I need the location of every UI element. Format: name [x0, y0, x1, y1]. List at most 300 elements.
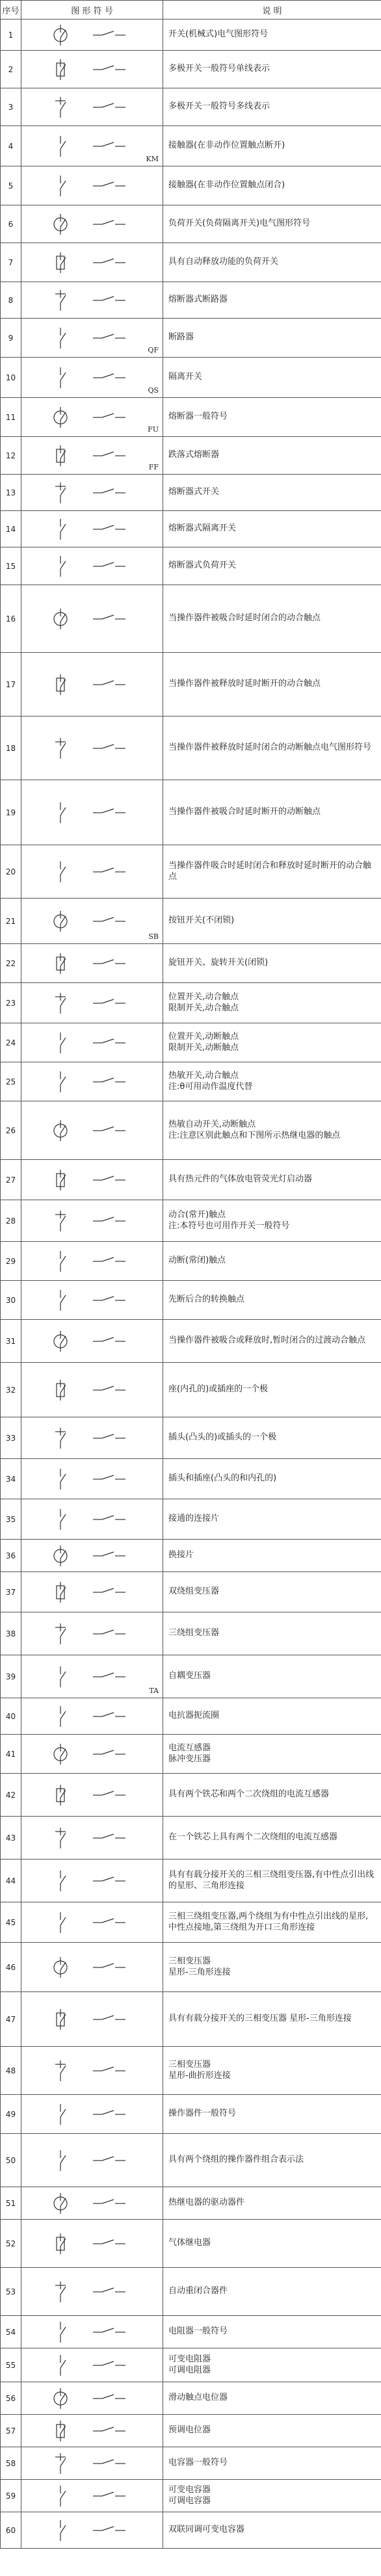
table-row	[1, 653, 381, 716]
row-number: 18	[1, 716, 21, 780]
description-cell	[163, 2512, 381, 2549]
table-row	[1, 1572, 381, 1612]
row-number: 22	[1, 944, 21, 983]
description-line: 当操作器件被吸合时延时闭合的动合触点	[168, 613, 321, 624]
description-line: 座(内孔的)或插座的一个极	[168, 1384, 269, 1395]
symbol-glyph	[55, 2453, 125, 2474]
symbol-drawing	[21, 2220, 163, 2267]
symbol-drawing	[21, 1943, 163, 1991]
symbol-cell	[21, 1200, 163, 1242]
table-row	[1, 319, 381, 358]
symbol-drawing	[21, 945, 163, 982]
symbol-glyph	[54, 2388, 125, 2409]
symbol-cell	[21, 780, 163, 845]
description-cell	[163, 2220, 381, 2268]
description-cell	[163, 1735, 381, 1774]
symbol-cell	[21, 2187, 163, 2220]
row-number: 1	[1, 20, 21, 51]
description-line: 具有两个铁芯和两个二次绕组的电流互感器	[168, 1789, 330, 1800]
description-line: 隔离开关	[168, 372, 203, 382]
symbol-drawing	[21, 2349, 163, 2382]
description-line: 当操作器件被吸合时延时断开的动断触点	[168, 807, 321, 817]
symbol-drawing	[21, 358, 163, 397]
table-row	[1, 1499, 381, 1540]
description-line: 跌落式熔断器	[168, 450, 220, 460]
table-row	[1, 944, 381, 983]
description-line: 双绕组变压器	[168, 1586, 220, 1597]
description-cell	[163, 1062, 381, 1101]
symbol-code-label: QF	[148, 346, 159, 354]
symbol-drawing	[21, 1817, 163, 1859]
symbol-cell	[21, 88, 163, 126]
description-cell	[163, 547, 381, 585]
description-line: 负荷开关(负荷隔离开关)电气图形符号	[168, 218, 311, 229]
symbol-glyph	[60, 2104, 125, 2125]
table-row	[1, 1242, 381, 1281]
symbol-glyph	[54, 1331, 125, 1352]
symbol-drawing	[21, 653, 163, 716]
symbol-drawing	[21, 2188, 163, 2219]
symbol-glyph	[54, 1744, 125, 1765]
description-line: 三相变压器	[168, 1956, 211, 1967]
symbol-glyph	[60, 519, 125, 540]
symbol-cell	[21, 166, 163, 205]
description-line: 熔断器式负荷开关	[168, 560, 237, 571]
symbol-glyph	[57, 2009, 125, 2030]
symbol-cell	[21, 2348, 163, 2382]
row-number: 59	[1, 2480, 21, 2512]
description-cell	[163, 1902, 381, 1943]
table-body	[1, 20, 381, 2549]
symbol-glyph	[60, 1290, 125, 1311]
symbol-drawing	[21, 984, 163, 1023]
symbol-drawing	[21, 20, 163, 50]
row-number: 35	[1, 1499, 21, 1540]
symbol-cell	[21, 983, 163, 1023]
symbol-cell	[21, 398, 163, 437]
description-line: 位置开关,动合触点	[168, 992, 239, 1003]
symbol-glyph	[57, 2233, 125, 2254]
symbol-cell	[21, 547, 163, 585]
symbol-cell	[21, 319, 163, 358]
symbol-glyph	[55, 738, 125, 759]
row-number: 5	[1, 166, 21, 205]
description-line: 星形-曲折形连接	[168, 2070, 231, 2081]
symbol-glyph	[57, 1785, 125, 1806]
description-line: 熔断器一般符号	[168, 412, 228, 422]
description-cell	[163, 2316, 381, 2348]
row-number: 21	[1, 899, 21, 944]
description-line: 位置开关,动断触点	[168, 1032, 239, 1042]
row-number: 51	[1, 2187, 21, 2220]
table-row	[1, 1459, 381, 1499]
description-cell	[163, 51, 381, 88]
symbol-drawing	[21, 283, 163, 318]
description-cell	[163, 2382, 381, 2415]
row-number: 46	[1, 1943, 21, 1992]
table-row	[1, 2447, 381, 2480]
description-cell	[163, 1860, 381, 1902]
symbol-drawing	[21, 399, 163, 436]
symbol-glyph	[60, 802, 125, 823]
symbol-glyph	[55, 1211, 125, 1231]
symbol-cell	[21, 1902, 163, 1943]
row-number: 49	[1, 2095, 21, 2134]
description-cell	[163, 1320, 381, 1363]
symbol-glyph	[60, 1469, 125, 1490]
table-row	[1, 716, 381, 780]
table-row	[1, 1023, 381, 1062]
symbol-cell	[21, 205, 163, 243]
symbol-cell	[21, 1572, 163, 1612]
description-line: 熔断器式断路器	[168, 295, 228, 305]
table-row	[1, 126, 381, 166]
symbol-drawing	[21, 781, 163, 845]
symbol-glyph	[60, 1706, 125, 1727]
symbol-glyph	[55, 993, 125, 1014]
row-number: 8	[1, 282, 21, 319]
table-row	[1, 2220, 381, 2268]
symbol-drawing	[21, 2480, 163, 2512]
symbol-cell	[21, 716, 163, 780]
symbol-cell	[21, 899, 163, 944]
symbol-cell	[21, 1363, 163, 1417]
description-cell	[163, 1363, 381, 1417]
symbol-cell	[21, 2268, 163, 2316]
description-line: 电流互感器	[168, 1743, 211, 1754]
description-cell	[163, 780, 381, 845]
table-row	[1, 358, 381, 398]
symbol-glyph	[54, 1957, 125, 1978]
table-row	[1, 1735, 381, 1774]
symbol-code-label: TA	[149, 1687, 159, 1695]
description-cell	[163, 2268, 381, 2316]
description-cell	[163, 1992, 381, 2047]
description-cell	[163, 282, 381, 319]
row-number: 24	[1, 1023, 21, 1062]
description-line: 自动重闭合器件	[168, 2286, 228, 2296]
description-line: 热敏开关,动合触点	[168, 1071, 239, 1081]
description-line: 插头(凸头的)或插头的一个极	[168, 1432, 277, 1443]
description-cell	[163, 899, 381, 944]
symbol-cell	[21, 1417, 163, 1459]
description-cell	[163, 475, 381, 511]
symbol-drawing	[21, 2047, 163, 2094]
row-number: 11	[1, 398, 21, 437]
description-line: 限制开关,动合触点	[168, 1003, 239, 1013]
description-cell	[163, 2447, 381, 2480]
description-line: 可变电阻器	[168, 2354, 211, 2365]
description-line: 气体继电器	[168, 2238, 211, 2248]
row-number: 34	[1, 1459, 21, 1499]
symbol-drawing	[21, 127, 163, 166]
symbol-glyph	[54, 2193, 125, 2214]
table-row	[1, 2480, 381, 2512]
description-line: 具有有载分接开关的三相变压器 星形-三角形连接	[168, 2014, 352, 2024]
symbol-drawing	[21, 1774, 163, 1816]
table-row	[1, 1655, 381, 1698]
row-number: 56	[1, 2382, 21, 2415]
description-cell	[163, 1101, 381, 1160]
table-row	[1, 1992, 381, 2047]
description-cell	[163, 2348, 381, 2382]
table-row	[1, 88, 381, 126]
description-line: 电阻器一般符号	[168, 2326, 228, 2337]
symbol-glyph	[57, 1170, 125, 1190]
description-cell	[163, 653, 381, 716]
symbol-cell	[21, 2095, 163, 2134]
symbol-glyph	[54, 407, 125, 428]
row-number: 7	[1, 243, 21, 282]
symbol-cell	[21, 1612, 163, 1655]
description-cell	[163, 511, 381, 547]
symbol-cell	[21, 653, 163, 716]
table-row	[1, 983, 381, 1023]
symbol-cell	[21, 1320, 163, 1363]
description-line: 先断后合的转换触点	[168, 1295, 245, 1305]
description-cell	[163, 1943, 381, 1992]
table-row	[1, 475, 381, 511]
table-row	[1, 1902, 381, 1943]
description-line: 熔断器式隔离开关	[168, 523, 237, 534]
symbol-drawing	[21, 2317, 163, 2348]
description-line: 三相变压器	[168, 2060, 211, 2070]
symbol-glyph	[60, 1912, 125, 1933]
symbol-drawing	[21, 1656, 163, 1698]
symbol-drawing	[21, 206, 163, 243]
symbol-drawing	[21, 438, 163, 474]
symbol-glyph	[55, 97, 125, 118]
row-number: 26	[1, 1101, 21, 1160]
description-cell	[163, 716, 381, 780]
description-cell	[163, 1023, 381, 1062]
symbol-cell	[21, 511, 163, 547]
symbol-drawing	[21, 89, 163, 125]
symbol-glyph	[60, 2355, 125, 2376]
row-number: 39	[1, 1655, 21, 1698]
symbol-drawing	[21, 717, 163, 780]
symbol-cell	[21, 2382, 163, 2415]
symbol-drawing	[21, 512, 163, 547]
table-row	[1, 2382, 381, 2415]
symbol-glyph	[60, 136, 125, 157]
symbol-drawing	[21, 1242, 163, 1280]
symbol-drawing	[21, 899, 163, 943]
symbol-cell	[21, 1774, 163, 1817]
description-cell	[163, 126, 381, 166]
symbol-cell	[21, 1062, 163, 1101]
description-cell	[163, 845, 381, 899]
description-line: 热继电器的驱动器件	[168, 2198, 245, 2208]
table-row	[1, 2316, 381, 2348]
row-number: 25	[1, 1062, 21, 1101]
row-number: 58	[1, 2447, 21, 2480]
description-line: 插头和插座(凸头的和内孔的)	[168, 1473, 277, 1484]
symbol-cell	[21, 2220, 163, 2268]
description-cell	[163, 944, 381, 983]
description-line: 旋钮开关、旋转开关(闭锁)	[168, 958, 269, 968]
table-row	[1, 1062, 381, 1101]
table-row	[1, 1160, 381, 1200]
symbol-drawing	[21, 1363, 163, 1417]
symbol-cell	[21, 1735, 163, 1774]
symbol-drawing	[21, 1281, 163, 1319]
description-line: 当操作器件被释放时延时闭合的动断触点电气图形符号	[168, 743, 372, 753]
description-line: 脉冲变压器	[168, 1754, 211, 1764]
symbol-cell	[21, 1023, 163, 1062]
row-number: 27	[1, 1160, 21, 1200]
row-number: 23	[1, 983, 21, 1023]
symbol-drawing	[21, 1860, 163, 1902]
symbol-glyph	[54, 1545, 125, 1566]
table-row	[1, 2348, 381, 2382]
description-cell	[163, 1281, 381, 1320]
description-cell	[163, 2047, 381, 2095]
symbol-cell	[21, 2316, 163, 2348]
symbol-cell	[21, 1281, 163, 1320]
symbol-drawing	[21, 2513, 163, 2548]
symbol-drawing	[21, 2415, 163, 2447]
description-cell	[163, 1417, 381, 1459]
symbol-glyph	[54, 214, 125, 235]
description-line: 注:注意区别此触点和下图所示热继电器的触点	[168, 1130, 341, 1140]
symbol-cell	[21, 282, 163, 319]
description-cell	[163, 1499, 381, 1540]
symbol-cell	[21, 1943, 163, 1992]
symbol-cell	[21, 2480, 163, 2512]
row-number: 28	[1, 1200, 21, 1242]
description-cell	[163, 319, 381, 358]
description-line: 接触器(在非动作位置触点断开)	[168, 140, 285, 151]
symbol-cell	[21, 2415, 163, 2447]
description-cell	[163, 88, 381, 126]
table-row	[1, 1698, 381, 1735]
row-number: 13	[1, 475, 21, 511]
symbol-drawing	[21, 475, 163, 510]
symbol-glyph	[57, 1380, 125, 1400]
symbol-drawing	[21, 1024, 163, 1062]
description-cell	[163, 1459, 381, 1499]
symbol-glyph	[60, 1871, 125, 1891]
description-line: 自耦变压器	[168, 1671, 211, 1681]
table-row	[1, 547, 381, 585]
symbol-cell	[21, 1459, 163, 1499]
description-line: 断路器	[168, 332, 194, 343]
description-line: 多极开关一般符号多线表示	[168, 101, 270, 112]
symbol-cell	[21, 1101, 163, 1160]
description-cell	[163, 166, 381, 205]
symbol-glyph	[54, 911, 125, 932]
description-line: 电抗器扼流圈	[168, 1711, 220, 1721]
symbol-cell	[21, 20, 163, 51]
description-line: 多极开关一般符号单线表示	[168, 64, 270, 74]
row-number: 40	[1, 1698, 21, 1735]
symbol-drawing	[21, 1161, 163, 1200]
row-number: 6	[1, 205, 21, 243]
table-row	[1, 1101, 381, 1160]
symbol-glyph	[55, 2060, 125, 2081]
description-line: 星形-三角形连接	[168, 1967, 231, 1977]
row-number: 48	[1, 2047, 21, 2095]
description-line: 可变电容器	[168, 2485, 211, 2495]
symbol-cell	[21, 585, 163, 653]
description-line: 动断(常闭)触点	[168, 1255, 226, 1266]
table-row	[1, 1281, 381, 1320]
description-line: 三相三绕组变压器,两个绕组为有中性点引出线的星形,中性点接地,第三绕组为开口三角形连接	[168, 1912, 369, 1932]
table-row	[1, 282, 381, 319]
row-number: 60	[1, 2512, 21, 2549]
symbol-cell	[21, 2447, 163, 2480]
table-row	[1, 1943, 381, 1992]
symbol-cell	[21, 475, 163, 511]
description-line: 在一个铁芯上具有两个二次绕组的电流互感器	[168, 1832, 338, 1843]
symbol-glyph	[57, 1582, 125, 1603]
description-cell	[163, 1572, 381, 1612]
description-line: 双联同调可变电容器	[168, 2525, 245, 2535]
row-number: 52	[1, 2220, 21, 2268]
row-number: 42	[1, 1774, 21, 1817]
row-number: 57	[1, 2415, 21, 2447]
description-line: 三绕组变压器	[168, 1628, 220, 1638]
description-line: 按钮开关(不闭锁)	[168, 915, 235, 926]
table-row	[1, 243, 381, 282]
symbol-cell	[21, 2134, 163, 2187]
table-row	[1, 2134, 381, 2187]
description-cell	[163, 2134, 381, 2187]
header-symbol: 图 形 符 号	[21, 1, 163, 20]
table-row	[1, 437, 381, 475]
table-row	[1, 845, 381, 899]
symbol-glyph	[60, 1666, 125, 1687]
row-number: 9	[1, 319, 21, 358]
symbol-glyph	[55, 1828, 125, 1848]
description-cell	[163, 243, 381, 282]
symbol-drawing	[21, 2135, 163, 2187]
symbol-drawing	[21, 167, 163, 205]
symbol-cell	[21, 1655, 163, 1698]
symbol-cell	[21, 51, 163, 88]
table-row	[1, 1860, 381, 1902]
table-row	[1, 1817, 381, 1860]
description-line: 预调电位器	[168, 2425, 211, 2436]
description-cell	[163, 1242, 381, 1281]
symbol-glyph	[55, 1623, 125, 1644]
symbol-glyph	[55, 1428, 125, 1449]
symbol-glyph	[57, 674, 125, 695]
table-row	[1, 1417, 381, 1459]
table-row	[1, 2512, 381, 2549]
symbol-glyph	[55, 482, 125, 503]
symbol-glyph	[60, 1509, 125, 1530]
description-line: 接通的连接片	[168, 1514, 220, 1524]
symbol-cell	[21, 2047, 163, 2095]
row-number: 19	[1, 780, 21, 845]
description-line: 可调电容器	[168, 2495, 211, 2506]
symbol-glyph	[60, 556, 125, 577]
table-row	[1, 2268, 381, 2316]
symbol-drawing	[21, 1063, 163, 1101]
table-row	[1, 20, 381, 51]
table-row	[1, 1200, 381, 1242]
table-row	[1, 51, 381, 88]
row-number: 55	[1, 2348, 21, 2382]
description-line: 热敏自动开关,动断触点	[168, 1120, 256, 1130]
description-line: 当操作器件被释放时延时断开的动合触点	[168, 679, 321, 689]
description-cell	[163, 2095, 381, 2134]
symbol-drawing	[21, 2268, 163, 2315]
symbol-glyph	[55, 2281, 125, 2302]
description-cell	[163, 2415, 381, 2447]
